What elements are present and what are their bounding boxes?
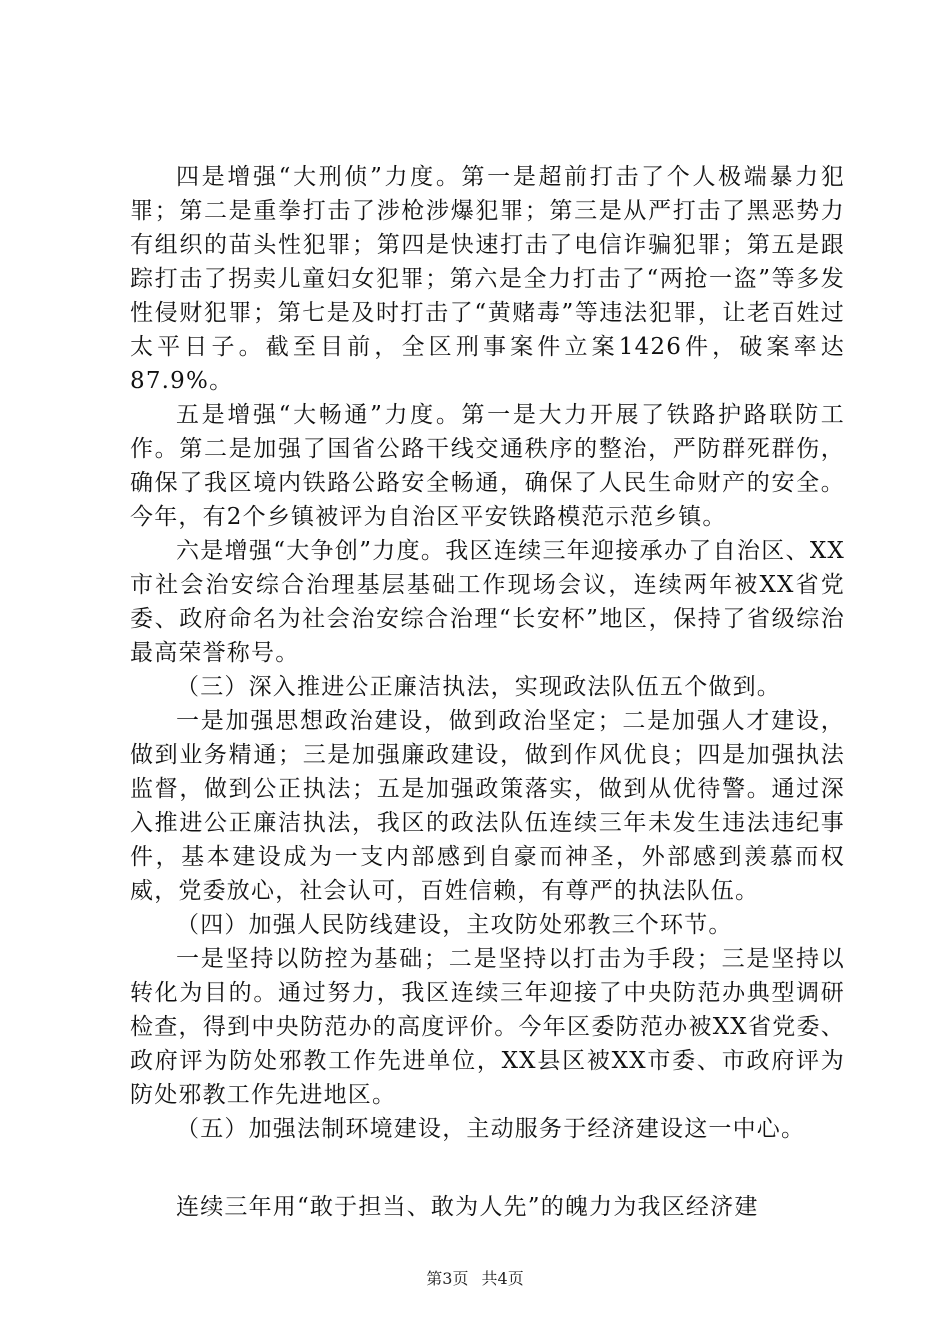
- paragraph-traffic-safety: 五是增强“大畅通”力度。第一是大力开展了铁路护路联防工作。第二是加强了国省公路干线交通秩序的整治，严防群死群伤，确保了我区境内铁路公路安全畅通，确保了人民生命财产的安全。今年，有2个乡镇被评为自治区平安铁路模范示范乡镇。: [130, 402, 845, 530]
- paragraph-team-building: 一是加强思想政治建设，做到政治坚定；二是加强人才建设，做到业务精通；三是加强廉政建设，做到作风优良；四是加强执法监督，做到公正执法；五是加强政策落实，做到从优待警。通过深入推进公正廉洁执法，我区的政法队伍连续三年未发生违法违纪事件，基本建设成为一支内部感到自豪而神圣，外部感到羡慕而权威，党委放心，社会认可，百姓信赖，有尊严的执法队伍。: [130, 708, 845, 904]
- paragraph-crime-investigation: 四是增强“大刑侦”力度。第一是超前打击了个人极端暴力犯罪；第二是重拳打击了涉枪涉爆犯罪；第三是从严打击了黑恶势力有组织的苗头性犯罪；第四是快速打击了电信诈骗犯罪；第五是跟踪打击了拐卖儿童妇女犯罪；第六是全力打击了“两抢一盗”等多发性侵财犯罪；第七是及时打击了“黄赌毒”等违法犯罪，让老百姓过太平日子。截至目前，全区刑事案件立案1426件，破案率达87.9%。: [130, 164, 845, 394]
- page-footer: [0, 1266, 950, 1289]
- section-heading-5: （五）加强法制环境建设，主动服务于经济建设这一中心。: [176, 1116, 806, 1142]
- paragraph-cult-prevention: 一是坚持以防控为基础；二是坚持以打击为手段；三是坚持以转化为目的。通过努力，我区连续三年迎接了中央防范办典型调研检查，得到中央防范办的高度评价。今年区委防范办被XX省党委、政府评为防处邪教工作先进单位，XX县区被XX市委、市政府评为防处邪教工作先进地区。: [130, 946, 845, 1108]
- paragraph-economy-service: 连续三年用“敢于担当、敢为人先”的魄力为我区经济建: [176, 1194, 759, 1220]
- section-heading-3: （三）深入推进公正廉洁执法，实现政法队伍五个做到。: [176, 674, 781, 700]
- section-heading-4: （四）加强人民防线建设，主攻防处邪教三个环节。: [176, 912, 733, 938]
- page-number: 第3页: [426, 1269, 469, 1288]
- document-body: [130, 160, 845, 1224]
- paragraph-awards: 六是增强“大争创”力度。我区连续三年迎接承办了自治区、XX市社会治安综合治理基层基础工作现场会议，连续两年被XX省党委、政府命名为社会治安综合治理“长安杯”地区，保持了省级综治最高荣誉称号。: [130, 538, 845, 666]
- page-total: 共4页: [481, 1269, 524, 1288]
